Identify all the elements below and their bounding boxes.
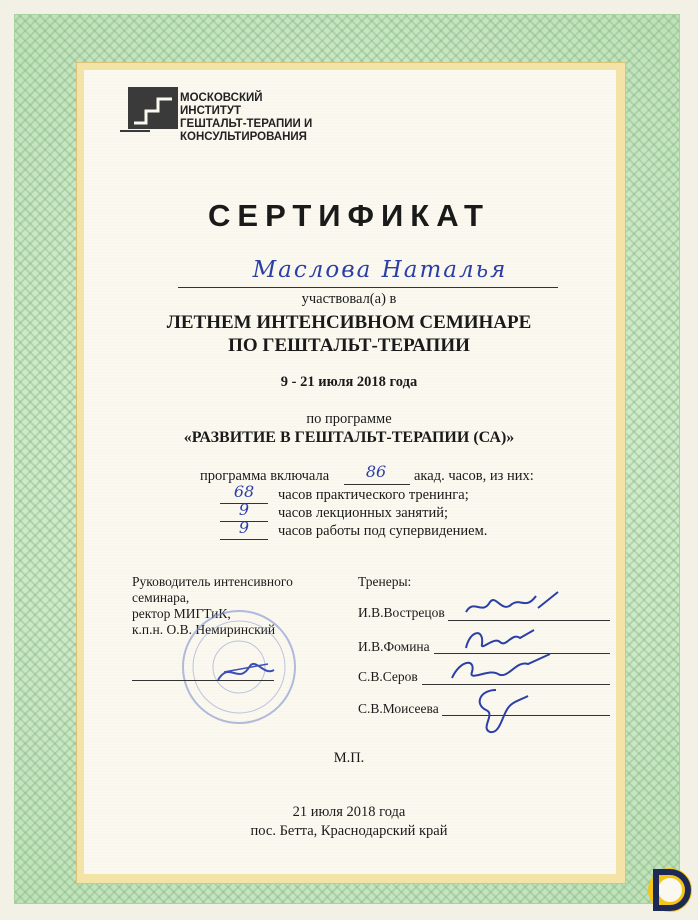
participated-text: участвовал(а) в	[301, 291, 397, 307]
trainer-signature	[446, 650, 556, 686]
trainer-signature	[462, 588, 572, 622]
stairs-logo-icon	[120, 87, 178, 137]
name-underline	[178, 287, 558, 288]
trainer-name: И.В.Вострецов	[358, 605, 445, 620]
supervision-label: часов работы под супервидением.	[278, 523, 488, 539]
seminar-title-line1: ЛЕТНЕМ ИНТЕНСИВНОМ СЕМИНАРЕ	[166, 312, 532, 333]
issue-date: 21 июля 2018 года	[292, 804, 406, 820]
trainer-name: С.В.Моисеева	[358, 701, 439, 716]
stamp-place-label: М.П.	[333, 750, 365, 766]
trainers-title: Тренеры:	[358, 574, 412, 589]
seminar-title	[0, 311, 698, 357]
trainer-signature	[466, 682, 536, 736]
hours-intro-suffix: акад. часов, из них:	[414, 468, 534, 484]
recipient-name: Маслова Наталья	[252, 257, 508, 283]
hours-total: 86	[365, 462, 387, 481]
institute-name: МОСКОВСКИЙ ИНСТИТУТ ГЕШТАЛЬТ-ТЕРАПИИ И КОНСУЛЬТИРОВАНИЯ	[180, 92, 313, 143]
practical-label: часов практического тренинга;	[278, 487, 469, 503]
practical-hours: 68	[233, 482, 255, 501]
trainer-name: И.В.Фомина	[358, 639, 430, 654]
issue-place: пос. Бетта, Краснодарский край	[250, 823, 448, 839]
hours-intro-prefix: программа включала	[200, 468, 330, 484]
supervision-line	[220, 539, 268, 540]
programme-name: «РАЗВИТИЕ В ГЕШТАЛЬТ-ТЕРАПИИ (СА)»	[183, 429, 515, 446]
supervision-hours: 9	[238, 518, 250, 537]
seminar-dates: 9 - 21 июля 2018 года	[280, 374, 418, 390]
hours-total-line	[344, 484, 410, 485]
seminar-title-line2: ПО ГЕШТАЛЬТ-ТЕРАПИИ	[228, 335, 470, 356]
trainer-name: С.В.Серов	[358, 669, 418, 684]
certificate-title: СЕРТИФИКАТ	[208, 198, 490, 233]
corner-logo-icon	[646, 866, 694, 914]
programme-label: по программе	[306, 411, 392, 427]
director-info: Руководитель интенсивного семинара, ректор МИГТиК, к.п.н. О.В. Немиринский	[132, 574, 293, 637]
director-signature-line	[132, 680, 274, 681]
round-stamp	[178, 606, 300, 728]
lecture-hours: 9	[238, 500, 250, 519]
lecture-label: часов лекционных занятий;	[278, 505, 448, 521]
